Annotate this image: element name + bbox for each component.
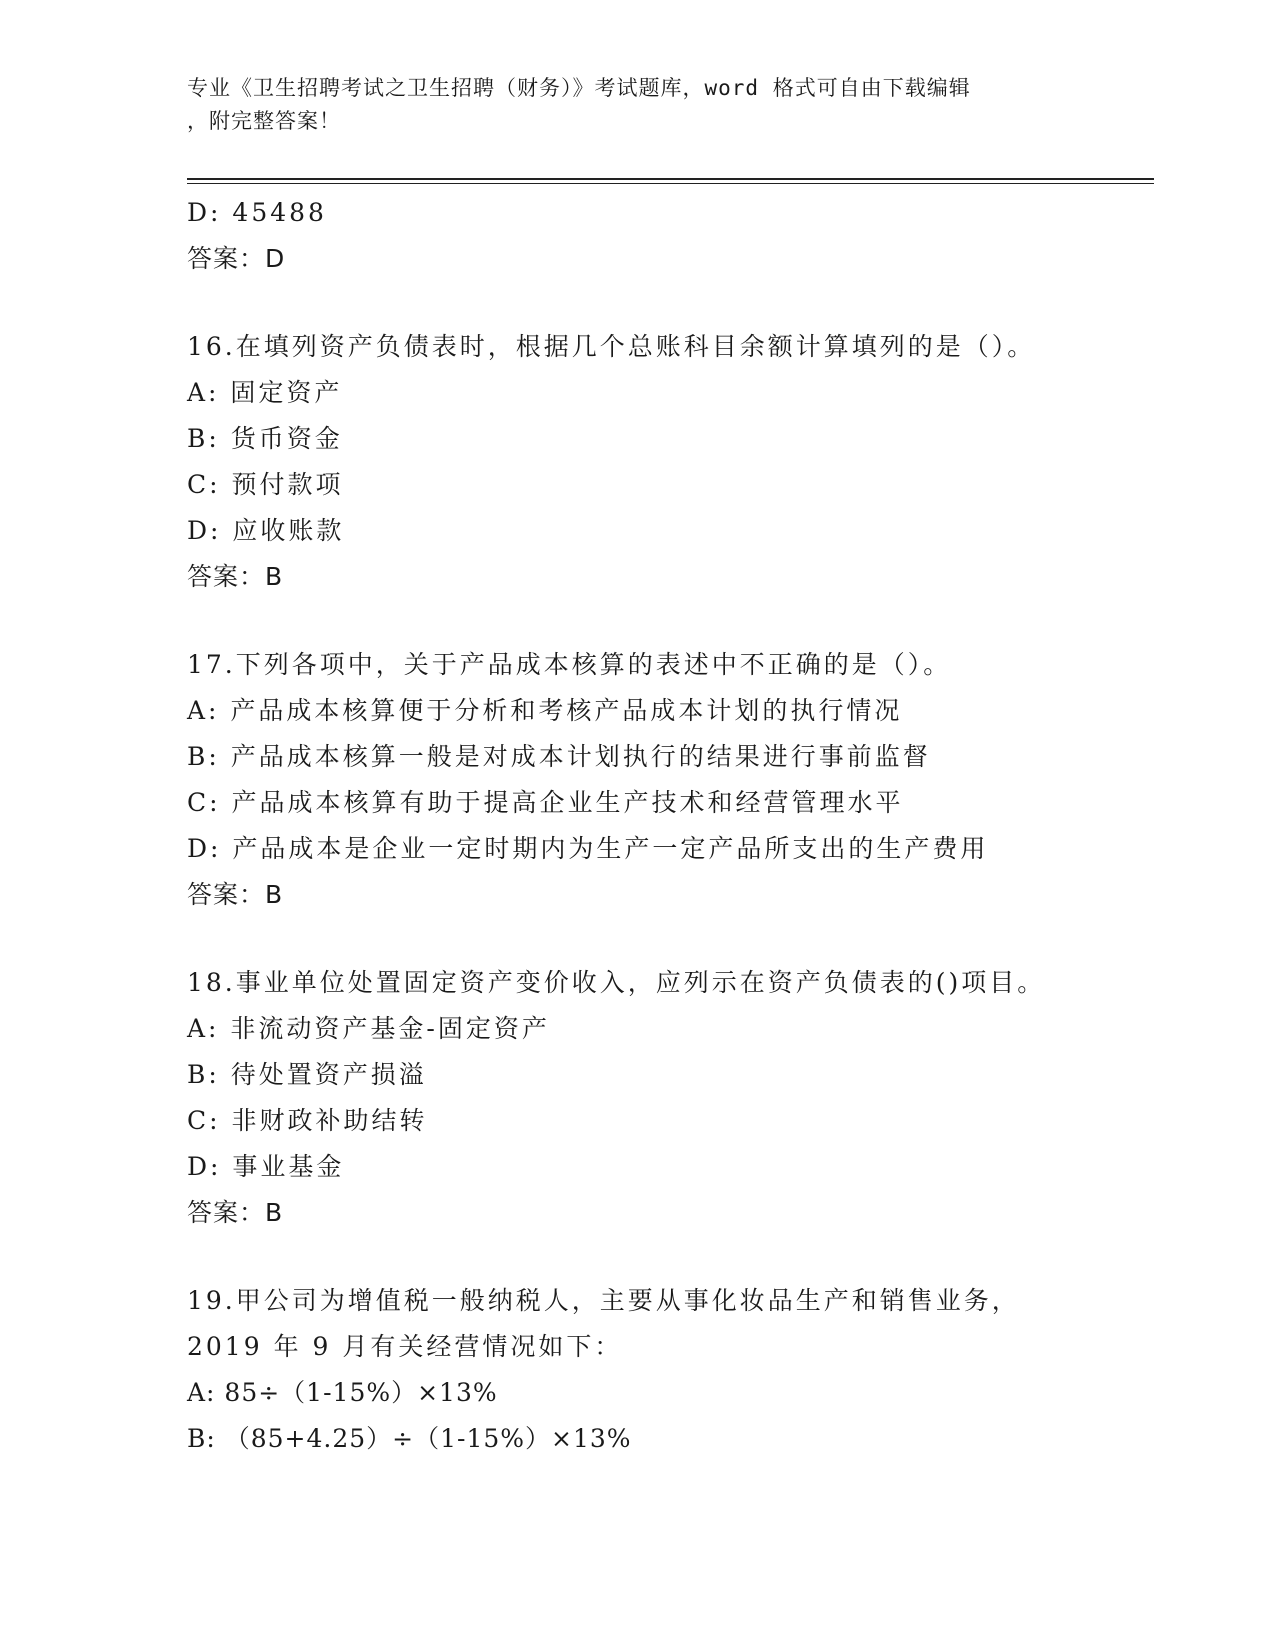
question-stem: 16.在填列资产负债表时，根据几个总账科目余额计算填列的是（）。	[187, 332, 1036, 361]
option-c: C: 产品成本核算有助于提高企业生产技术和经营管理水平	[187, 788, 904, 817]
answer-line: 答案：B	[187, 562, 284, 591]
option-b: B: 待处置资产损溢	[187, 1060, 427, 1089]
question-16	[187, 324, 1147, 600]
option-c: C: 预付款项	[187, 470, 344, 499]
header-line-1: 专业《卫生招聘考试之卫生招聘（财务）》考试题库，word 格式可自由下载编辑	[187, 76, 971, 100]
option-b: B: 货币资金	[187, 424, 343, 453]
question-stem: 18.事业单位处置固定资产变价收入，应列示在资产负债表的()项目。	[187, 968, 1046, 997]
option-a: A: 产品成本核算便于分析和考核产品成本计划的执行情况	[187, 696, 903, 725]
previous-question-tail	[187, 190, 1147, 282]
option-d: D: 应收账款	[187, 516, 345, 545]
option-a: A: 固定资产	[187, 378, 343, 407]
option-b: B: （85+4.25）÷（1-15%）×13%	[187, 1424, 632, 1453]
question-17	[187, 642, 1147, 918]
question-19	[187, 1278, 1147, 1462]
option-b: B: 产品成本核算一般是对成本计划执行的结果进行事前监督	[187, 742, 931, 771]
option-a: A: 85÷（1-15%）×13%	[187, 1378, 498, 1407]
option-d: D: 事业基金	[187, 1152, 345, 1181]
option-d: D: 产品成本是企业一定时期内为生产一定产品所支出的生产费用	[187, 834, 989, 863]
question-stem-continued: 2019 年 9 月有关经营情况如下：	[187, 1332, 623, 1361]
option-a: A: 非流动资产基金-固定资产	[187, 1014, 550, 1043]
option-d: D: 45488	[187, 198, 327, 227]
answer-line: 答案：D	[187, 244, 286, 273]
header-divider-thin	[187, 183, 1154, 184]
answer-line: 答案：B	[187, 1198, 284, 1227]
question-stem: 17.下列各项中，关于产品成本核算的表述中不正确的是（）。	[187, 650, 952, 679]
header-divider-thick	[187, 178, 1154, 180]
document-body	[187, 190, 1147, 1462]
document-header	[187, 72, 1067, 138]
question-stem: 19.甲公司为增值税一般纳税人，主要从事化妆品生产和销售业务，	[187, 1286, 1020, 1315]
option-c: C: 非财政补助结转	[187, 1106, 428, 1135]
answer-line: 答案：B	[187, 880, 284, 909]
question-18	[187, 960, 1147, 1236]
header-line-2: ，附完整答案！	[187, 109, 341, 133]
